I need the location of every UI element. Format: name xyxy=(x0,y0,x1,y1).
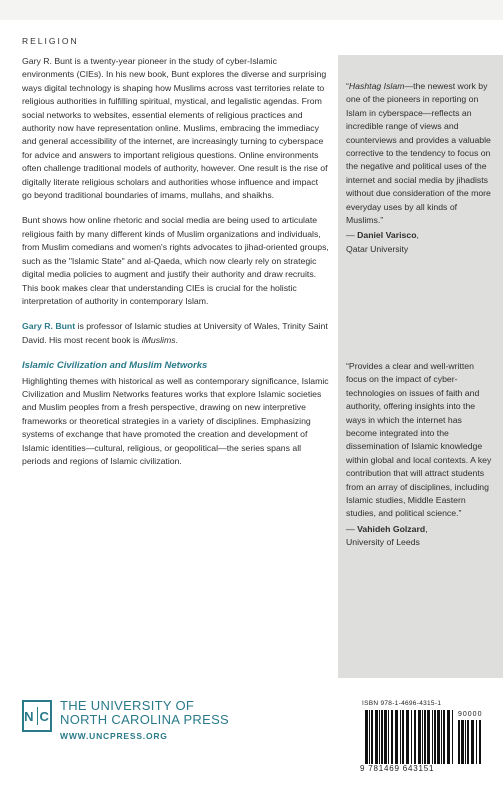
author-bio-text: is professor of Islamic studies at University of Wales, Trinity Saint David. His most recent book is xyxy=(22,321,328,345)
author-name: Gary R. Bunt xyxy=(22,321,76,332)
series-title: Islamic Civilization and Muslim Networks xyxy=(22,360,208,372)
series-description: Highlighting themes with historical as well as contemporary significance, Islamic Civilization and Muslim Networks features works that explore Islamic societies and Muslim peoples from a fresh perspective, drawing on new interpretive frameworks or theoretical strategies in a variety of disciplines. Emphasizing systems of exchange that have promoted the creation and development of Islamic identities—cultural, religious, or geopolitical—the series spans all periods and regions of Islamic civilization. xyxy=(22,375,329,466)
isbn-barcode-icon xyxy=(365,710,455,764)
quote-attribution xyxy=(346,229,494,242)
description-column xyxy=(22,55,330,480)
category-label: RELIGION xyxy=(22,36,79,46)
press-name-line-1: THE UNIVERSITY OF xyxy=(60,698,195,713)
quote-open-mark: “ xyxy=(346,81,349,91)
press-name-line-2: NORTH CAROLINA PRESS xyxy=(60,712,230,727)
endorsement-quote-1 xyxy=(346,80,494,256)
press-url: WWW.UNCPRESS.ORG xyxy=(60,731,168,741)
logo-letter-c: C xyxy=(39,708,50,724)
description-paragraph-2: Bunt shows how online rhetoric and social media are being used to articulate religious faith by many different kinds of Muslim organizations and individuals, from Muslim comedians and women's rights advocates to jihad-oriented groups, such as the "Islamic State" and al-Qaeda, which now clearly rely on strategic digital media policies to augment and justify their authority and draw recruits. This book makes clear that understanding CIEs is crucial for the holistic interpretation of authority in contemporary Islam. xyxy=(22,215,329,306)
quoted-book-title: Hashtag Islam xyxy=(348,81,405,91)
attribution-dash: — xyxy=(346,230,358,241)
press-name xyxy=(60,699,260,727)
isbn-label: ISBN 978-1-4696-4315-1 xyxy=(362,700,442,707)
endorser-name: Daniel Varisco xyxy=(357,230,417,241)
quote-text: “Provides a clear and well-written focus on the impact of cyber-technologies on issues of faith and authority, offering insights into the ways in which the internet has become integrated into the dissemination of Islamic knowledge within global and local contexts. A key contribution that will attract students from an array of disciplines, including Islamic studies, Middle Eastern studies, and political science.” xyxy=(346,361,492,519)
top-band xyxy=(0,0,503,20)
quote-attribution xyxy=(346,523,494,536)
barcode-digits: 9 781469 643151 xyxy=(360,764,435,773)
attribution-comma: , xyxy=(416,230,419,241)
quote-text: —the newest work by one of the pioneers in reporting on Islam in cyberspace—reflects an incredible range of views and counterviews and provides a valuable corrective to the tendency to focus on the negative and political uses of the internet and social media by jihadists without due consideration of the more everyday uses by all kinds of Muslims.” xyxy=(346,81,491,226)
attribution-dash: — xyxy=(346,523,358,534)
endorser-affiliation: University of Leeds xyxy=(346,537,420,548)
price-barcode-icon xyxy=(458,720,482,764)
description-paragraph-1: Gary R. Bunt is a twenty-year pioneer in the study of cyber-Islamic environments (CIEs). In his new book, Bunt explores the diverse and surprising ways digital technology is shaping how Muslims across vast territories relate to religious authorities in fulfilling spiritual, mystical, and legalistic agendas. From social networks to websites, essential elements of religious practices and authority now have representation online. Muslims, embracing the immediacy and general accessibility of the internet, are increasingly turning to cyberspace for advice and answers to important religious questions. Online environments often challenge traditional models of authority, however. One result is the rise of digitally literate religious scholars and authorities whose influence and impact go beyond traditional boundaries of imams, mullahs, and shaikhs. xyxy=(22,56,328,201)
logo-letter-n: N xyxy=(24,708,35,724)
price-code: 90000 xyxy=(458,711,483,718)
endorsement-quote-2 xyxy=(346,360,494,550)
author-bio-end: . xyxy=(175,334,178,345)
attribution-comma: , xyxy=(425,523,428,534)
author-prior-book: iMuslims xyxy=(141,334,176,345)
author-bio xyxy=(22,320,330,347)
endorser-affiliation: Qatar University xyxy=(346,243,409,254)
press-logo-icon xyxy=(22,700,52,732)
endorser-name: Vahideh Golzard xyxy=(357,523,426,534)
